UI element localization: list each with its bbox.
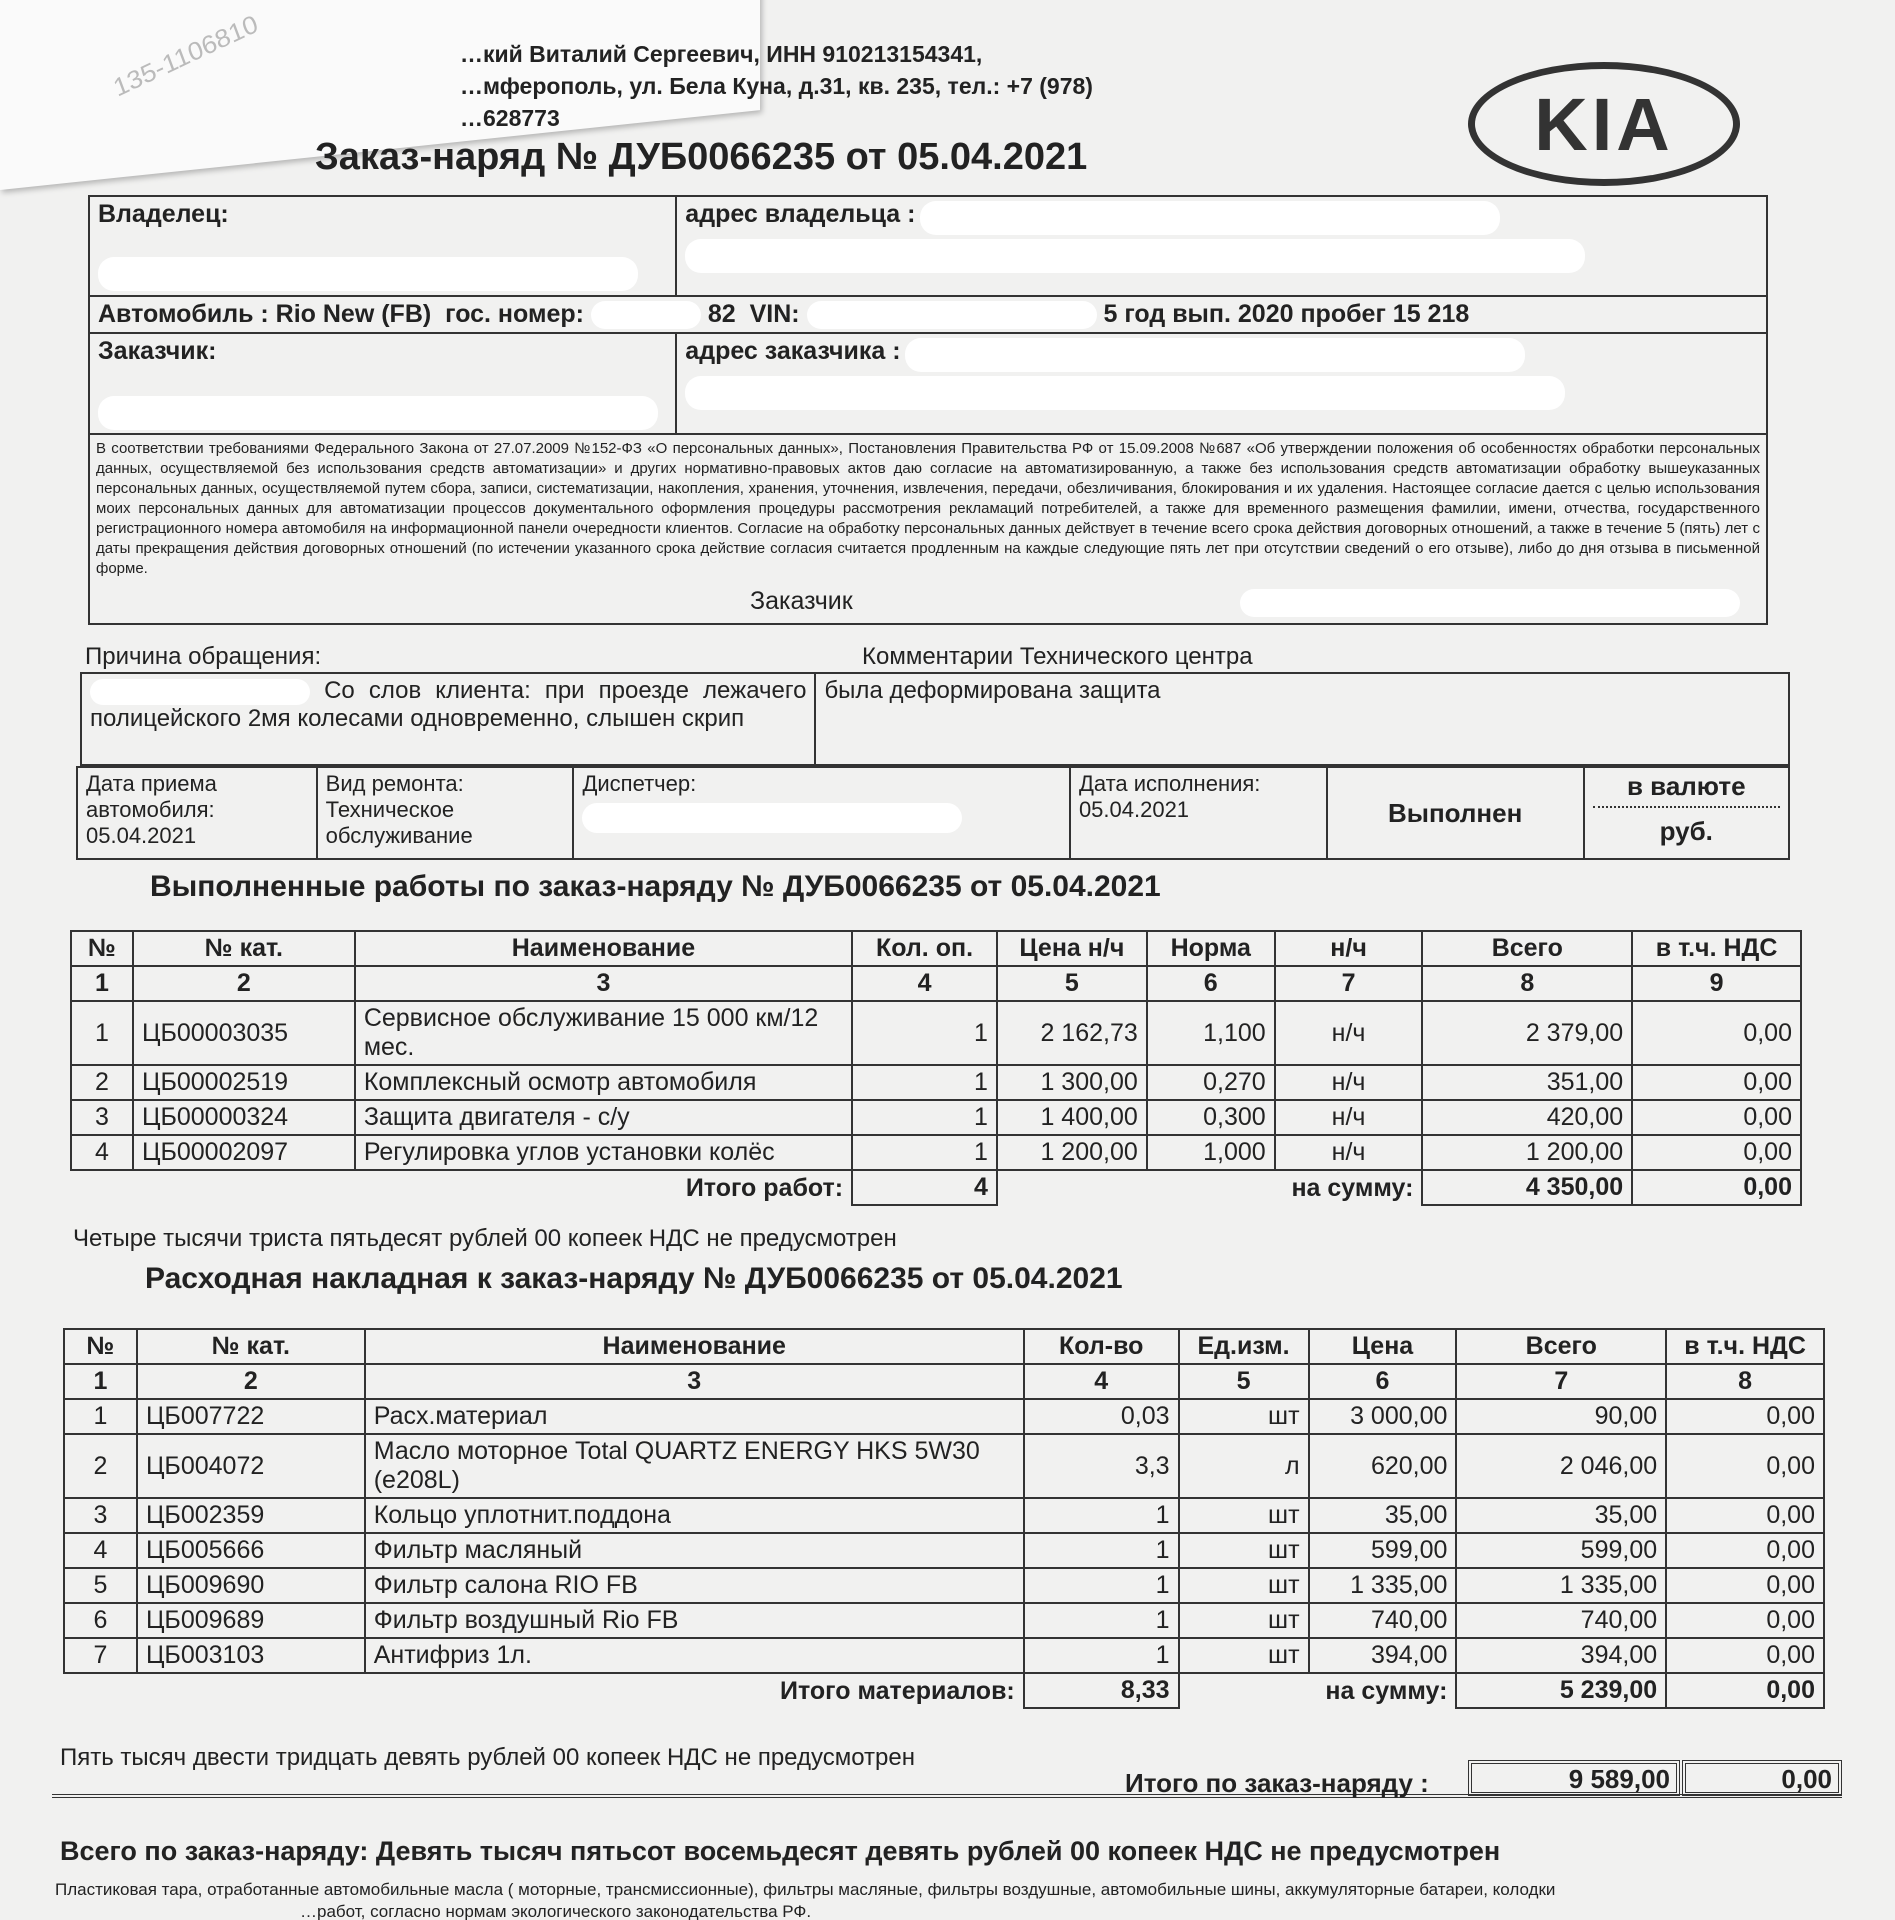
materials-row <box>64 1399 1824 1434</box>
materials-cell: 1 <box>64 1399 137 1434</box>
vin-label: VIN: <box>749 300 800 328</box>
redacted-owner <box>98 257 638 291</box>
materials-sum-label: на сумму: <box>1325 1676 1448 1705</box>
works-cell: Комплексный осмотр автомобиля <box>355 1065 852 1100</box>
materials-cell: шт <box>1179 1638 1309 1673</box>
materials-title: Расходная накладная к заказ-наряду № ДУБ0066235 от 05.04.2021 <box>145 1262 1123 1295</box>
works-cell: 0,270 <box>1147 1065 1275 1100</box>
redacted-customer <box>98 396 658 430</box>
materials-cell: 3,3 <box>1024 1434 1179 1498</box>
materials-col-number: 7 <box>1456 1364 1666 1399</box>
works-cell: 351,00 <box>1422 1065 1632 1100</box>
materials-col-number: 8 <box>1666 1364 1824 1399</box>
materials-cell: 3 000,00 <box>1309 1399 1457 1434</box>
materials-row <box>64 1638 1824 1673</box>
redacted-owner-address-2 <box>685 239 1585 273</box>
redacted-reason-prefix <box>90 679 310 705</box>
received-date: 05.04.2021 <box>86 823 197 848</box>
materials-col-number: 6 <box>1309 1364 1457 1399</box>
works-cell: 1 <box>852 1135 997 1170</box>
works-cell: ЦБ00002519 <box>133 1065 355 1100</box>
works-sum: 4 350,00 <box>1422 1170 1632 1205</box>
info-row <box>76 766 1790 860</box>
materials-cell: Кольцо уплотнит.поддона <box>365 1498 1024 1533</box>
materials-cell: 0,00 <box>1666 1568 1824 1603</box>
works-col-header: № <box>71 931 133 966</box>
works-cell: 2 <box>71 1065 133 1100</box>
materials-cell: шт <box>1179 1603 1309 1638</box>
works-col-number: 7 <box>1275 966 1423 1001</box>
works-row <box>71 1135 1801 1170</box>
works-col-header: № кат. <box>133 931 355 966</box>
grand-total-label: Итого по заказ-наряду : <box>1125 1768 1429 1798</box>
materials-row <box>64 1533 1824 1568</box>
signature-row <box>90 579 1766 622</box>
materials-cell: ЦБ009689 <box>137 1603 365 1638</box>
redacted-plate <box>591 301 701 329</box>
works-col-header: Наименование <box>355 931 852 966</box>
works-col-number: 8 <box>1422 966 1632 1001</box>
redacted-owner-address <box>920 201 1500 235</box>
received-label: Дата приема автомобиля: <box>86 771 217 822</box>
works-cell: 1 <box>71 1001 133 1065</box>
works-cell: ЦБ00000324 <box>133 1100 355 1135</box>
owner-address-label: адрес владельца : <box>685 200 916 228</box>
works-cell: 1 300,00 <box>997 1065 1147 1100</box>
reason-text: Со слов клиента: при проезде лежачего полицейского 2мя колесами одновременно, слышен скрип <box>90 677 807 732</box>
materials-cell: 0,00 <box>1666 1638 1824 1673</box>
works-row <box>71 1001 1801 1065</box>
materials-cell: 2 046,00 <box>1456 1434 1666 1498</box>
materials-cell: Масло моторное Total QUARTZ ENERGY HKS 5W30 (e208L) <box>365 1434 1024 1498</box>
works-body <box>71 1001 1801 1170</box>
materials-cell: 2 <box>64 1434 137 1498</box>
works-cell: н/ч <box>1275 1135 1423 1170</box>
works-total-label: Итого работ: <box>685 1173 844 1202</box>
owner-label: Владелец: <box>98 200 229 228</box>
materials-cell: 1 <box>1024 1638 1179 1673</box>
works-col-header: Всего <box>1422 931 1632 966</box>
works-cell: 0,00 <box>1632 1001 1801 1065</box>
materials-cell: 620,00 <box>1309 1434 1457 1498</box>
materials-words: Пять тысяч двести тридцать девять рублей 00 копеек НДС не предусмотрен <box>60 1744 915 1771</box>
materials-sum-vat: 0,00 <box>1666 1673 1824 1708</box>
materials-cell: 0,00 <box>1666 1434 1824 1498</box>
repair-value: Техническое обслуживание <box>325 797 473 848</box>
materials-col-header: Кол-во <box>1024 1329 1179 1364</box>
redacted-dispatcher <box>582 803 962 833</box>
car-row <box>89 296 1767 333</box>
works-total-count: 4 <box>852 1170 997 1205</box>
plate-label: гос. номер: <box>445 300 584 328</box>
materials-col-number: 2 <box>137 1364 365 1399</box>
materials-cell: ЦБ003103 <box>137 1638 365 1673</box>
currency-label: в валюте <box>1593 771 1780 808</box>
materials-cell: 90,00 <box>1456 1399 1666 1434</box>
grand-total-vat: 0,00 <box>1682 1760 1842 1796</box>
materials-row <box>64 1568 1824 1603</box>
reason-block <box>80 672 1790 766</box>
works-cell: 1,000 <box>1147 1135 1275 1170</box>
customer-label: Заказчик: <box>98 337 217 366</box>
works-total-row <box>71 1170 1801 1205</box>
materials-cell: Фильтр салона RIO FB <box>365 1568 1024 1603</box>
works-cell: н/ч <box>1275 1001 1423 1065</box>
header-line1: …кий Виталий Сергеевич, ИНН 910213154341, <box>460 41 983 67</box>
works-cell: ЦБ00002097 <box>133 1135 355 1170</box>
materials-col-header: № кат. <box>137 1329 365 1364</box>
works-cell: 1 200,00 <box>1422 1135 1632 1170</box>
materials-cell: шт <box>1179 1399 1309 1434</box>
header-line3: …628773 <box>460 105 560 131</box>
page-title: Заказ-наряд № ДУБ0066235 от 05.04.2021 <box>315 136 1088 178</box>
materials-cell: ЦБ002359 <box>137 1498 365 1533</box>
owner-cell <box>89 196 676 296</box>
materials-body <box>64 1399 1824 1673</box>
works-table <box>70 930 1802 1206</box>
currency-value: руб. <box>1659 816 1713 846</box>
materials-cell: шт <box>1179 1498 1309 1533</box>
materials-col-header: Наименование <box>365 1329 1024 1364</box>
consent-cell <box>89 434 1767 623</box>
materials-total-label: Итого материалов: <box>780 1676 1015 1705</box>
materials-cell: шт <box>1179 1533 1309 1568</box>
repair-label: Вид ремонта: <box>325 771 464 796</box>
materials-header-row <box>64 1329 1824 1364</box>
works-col-number: 2 <box>133 966 355 1001</box>
materials-col-header: № <box>64 1329 137 1364</box>
redacted-signature <box>1240 589 1740 617</box>
works-cell: 0,00 <box>1632 1065 1801 1100</box>
materials-cell: 599,00 <box>1309 1533 1457 1568</box>
materials-cell: 599,00 <box>1456 1533 1666 1568</box>
works-header-row <box>71 931 1801 966</box>
year-mileage: 5 год вып. 2020 пробег 15 218 <box>1103 300 1470 328</box>
materials-sum: 5 239,00 <box>1456 1673 1666 1708</box>
works-col-header: Кол. оп. <box>852 931 997 966</box>
works-cell: 420,00 <box>1422 1100 1632 1135</box>
reason-cell <box>81 673 815 765</box>
works-cell: 1,100 <box>1147 1001 1275 1065</box>
comments-label: Комментарии Технического центра <box>862 643 1253 670</box>
done-date: 05.04.2021 <box>1078 797 1190 822</box>
works-cell: Регулировка углов установки колёс <box>355 1135 852 1170</box>
works-col-header: н/ч <box>1275 931 1423 966</box>
works-cell: 0,00 <box>1632 1100 1801 1135</box>
works-cell: ЦБ00003035 <box>133 1001 355 1065</box>
materials-col-header: Всего <box>1456 1329 1666 1364</box>
materials-cell: Расх.материал <box>365 1399 1024 1434</box>
materials-cell: 35,00 <box>1456 1498 1666 1533</box>
signature-label: Заказчик <box>750 587 853 616</box>
materials-col-number: 3 <box>365 1364 1024 1399</box>
materials-cell: 740,00 <box>1309 1603 1457 1638</box>
materials-cell: 0,00 <box>1666 1498 1824 1533</box>
materials-cell: 7 <box>64 1638 137 1673</box>
materials-colnum-row <box>64 1364 1824 1399</box>
materials-cell: 1 <box>1024 1533 1179 1568</box>
works-cell: Защита двигателя - с/у <box>355 1100 852 1135</box>
materials-cell: 394,00 <box>1456 1638 1666 1673</box>
reason-label: Причина обращения: <box>85 643 322 670</box>
works-sum-label: на сумму: <box>1291 1173 1414 1202</box>
materials-row <box>64 1603 1824 1638</box>
works-col-header: Цена н/ч <box>997 931 1147 966</box>
dispatcher-label: Диспетчер: <box>582 771 697 796</box>
materials-cell: 1 335,00 <box>1456 1568 1666 1603</box>
materials-cell: ЦБ007722 <box>137 1399 365 1434</box>
materials-table <box>63 1328 1825 1709</box>
done-label: Дата исполнения: <box>1078 771 1261 796</box>
customer-address-label: адрес заказчика : <box>685 337 901 366</box>
materials-cell: 35,00 <box>1309 1498 1457 1533</box>
works-cell: 2 379,00 <box>1422 1001 1632 1065</box>
materials-row <box>64 1434 1824 1498</box>
materials-col-number: 1 <box>64 1364 137 1399</box>
materials-col-header: Ед.изм. <box>1179 1329 1309 1364</box>
works-col-number: 5 <box>997 966 1147 1001</box>
works-cell: 4 <box>71 1135 133 1170</box>
materials-cell: 3 <box>64 1498 137 1533</box>
materials-row <box>64 1498 1824 1533</box>
works-cell: 2 162,73 <box>997 1001 1147 1065</box>
works-cell: 1 200,00 <box>997 1135 1147 1170</box>
grand-total-words: Всего по заказ-наряду: Девять тысяч пятьсот восемьдесят девять рублей 00 копеек НДС не предусмотрен <box>60 1836 1501 1866</box>
plate-suffix: 82 <box>707 300 736 328</box>
works-cell: 0,300 <box>1147 1100 1275 1135</box>
works-col-number: 1 <box>71 966 133 1001</box>
redacted-customer-address <box>905 338 1525 372</box>
works-cell: 1 <box>852 1001 997 1065</box>
works-cell: 1 400,00 <box>997 1100 1147 1135</box>
works-col-header: в т.ч. НДС <box>1632 931 1801 966</box>
materials-cell: 0,00 <box>1666 1399 1824 1434</box>
materials-cell: 1 335,00 <box>1309 1568 1457 1603</box>
redacted-vin <box>807 301 1097 329</box>
works-cell: Сервисное обслуживание 15 000 км/12 мес. <box>355 1001 852 1065</box>
materials-total-count: 8,33 <box>1024 1673 1179 1708</box>
materials-cell: 1 <box>1024 1568 1179 1603</box>
redacted-customer-address-2 <box>685 376 1565 410</box>
works-row <box>71 1100 1801 1135</box>
works-cell: 1 <box>852 1065 997 1100</box>
owner-block <box>88 195 1768 625</box>
materials-col-header: Цена <box>1309 1329 1457 1364</box>
consent-text: В соответствии требованиями Федерального Закона от 27.07.2009 №152-ФЗ «О персональных данных», Постановления Правительства РФ от 15.09.2008 №687 «Об утверждении положения об особенностях обработки персональных данных, осуществляемой без использования средств автоматизации» и других нормативно-правовых актов даю согласие на автоматизированную, а также без использования средств автоматизации обработку вышеуказанных персональных данных, осуществляемой путем сбора, записи, систематизации, накопления, хранения, уточнения, извлечения, передачи, обезличивания, блокирования и их удаления. Настоящее согласие дается с целью использования моих персональных данных для автоматизации процессов документального оформления процедуры рассмотрения рекламаций потребителей, а также для временного размещения фамилии, имени, отчества, государственного регистрационного номера автомобиля на информационной панели очередности клиентов. Согласие на обработку персональных данных действует в течение всего срока действия договорных отношений, а также в течение 5 (пять) лет с даты прекращения действия договорных отношений (по истечении указанного срока действие согласия считается продленным на каждые следующие пять лет при отсутствии сведений о его отзыве), либо до дня отзыва в письменной форме. <box>96 440 1760 578</box>
works-cell: н/ч <box>1275 1065 1423 1100</box>
works-sum-vat: 0,00 <box>1632 1170 1801 1205</box>
grand-total-sum: 9 589,00 <box>1468 1760 1680 1796</box>
customer-cell <box>89 333 676 434</box>
footer-line2: …работ, согласно нормам экологического законодательства РФ. <box>300 1902 812 1920</box>
received-cell <box>77 767 317 859</box>
materials-col-header: в т.ч. НДС <box>1666 1329 1824 1364</box>
currency-cell <box>1584 767 1789 859</box>
company-header <box>460 38 1093 134</box>
owner-address-cell <box>676 196 1767 296</box>
works-col-number: 6 <box>1147 966 1275 1001</box>
materials-col-number: 5 <box>1179 1364 1309 1399</box>
status-badge: Выполнен <box>1327 767 1584 859</box>
done-cell <box>1070 767 1327 859</box>
works-col-header: Норма <box>1147 931 1275 966</box>
works-col-number: 9 <box>1632 966 1801 1001</box>
works-cell: 1 <box>852 1100 997 1135</box>
materials-total-row <box>64 1673 1824 1708</box>
car-model: Автомобиль : Rio New (FB) <box>98 300 432 328</box>
comments-text: была деформирована защита <box>815 673 1789 765</box>
materials-col-number: 4 <box>1024 1364 1179 1399</box>
materials-cell: 0,00 <box>1666 1603 1824 1638</box>
works-colnum-row <box>71 966 1801 1001</box>
materials-cell: 5 <box>64 1568 137 1603</box>
materials-cell: 4 <box>64 1533 137 1568</box>
materials-cell: л <box>1179 1434 1309 1498</box>
works-words: Четыре тысячи триста пятьдесят рублей 00 копеек НДС не предусмотрен <box>73 1225 897 1252</box>
works-title: Выполненные работы по заказ-наряду № ДУБ0066235 от 05.04.2021 <box>150 870 1161 903</box>
materials-cell: 740,00 <box>1456 1603 1666 1638</box>
materials-cell: Фильтр масляный <box>365 1533 1024 1568</box>
customer-address-cell <box>676 333 1767 434</box>
materials-cell: 1 <box>1024 1603 1179 1638</box>
materials-cell: 1 <box>1024 1498 1179 1533</box>
materials-cell: ЦБ005666 <box>137 1533 365 1568</box>
materials-cell: 0,03 <box>1024 1399 1179 1434</box>
works-col-number: 4 <box>852 966 997 1001</box>
materials-cell: 0,00 <box>1666 1533 1824 1568</box>
materials-cell: ЦБ009690 <box>137 1568 365 1603</box>
repair-cell <box>317 767 574 859</box>
works-cell: н/ч <box>1275 1100 1423 1135</box>
works-col-number: 3 <box>355 966 852 1001</box>
overlapping-receipt: 135-1106810 <box>0 0 760 190</box>
materials-cell: Фильтр воздушный Rio FB <box>365 1603 1024 1638</box>
materials-cell: Антифриз 1л. <box>365 1638 1024 1673</box>
works-cell: 3 <box>71 1100 133 1135</box>
works-row <box>71 1065 1801 1100</box>
materials-cell: 394,00 <box>1309 1638 1457 1673</box>
footer-line1: Пластиковая тара, отработанные автомобильные масла ( моторные, трансмиссионные), фильтры масляные, фильтры воздушные, автомобильные шины, аккумуляторные батареи, колодки <box>55 1880 1556 1899</box>
works-cell: 0,00 <box>1632 1135 1801 1170</box>
materials-cell: ЦБ004072 <box>137 1434 365 1498</box>
materials-cell: шт <box>1179 1568 1309 1603</box>
kia-logo-icon: KIA <box>1468 62 1740 186</box>
header-line2: …мферополь, ул. Бела Куна, д.31, кв. 235, тел.: +7 (978) <box>460 73 1093 99</box>
dispatcher-cell <box>573 767 1069 859</box>
materials-cell: 6 <box>64 1603 137 1638</box>
